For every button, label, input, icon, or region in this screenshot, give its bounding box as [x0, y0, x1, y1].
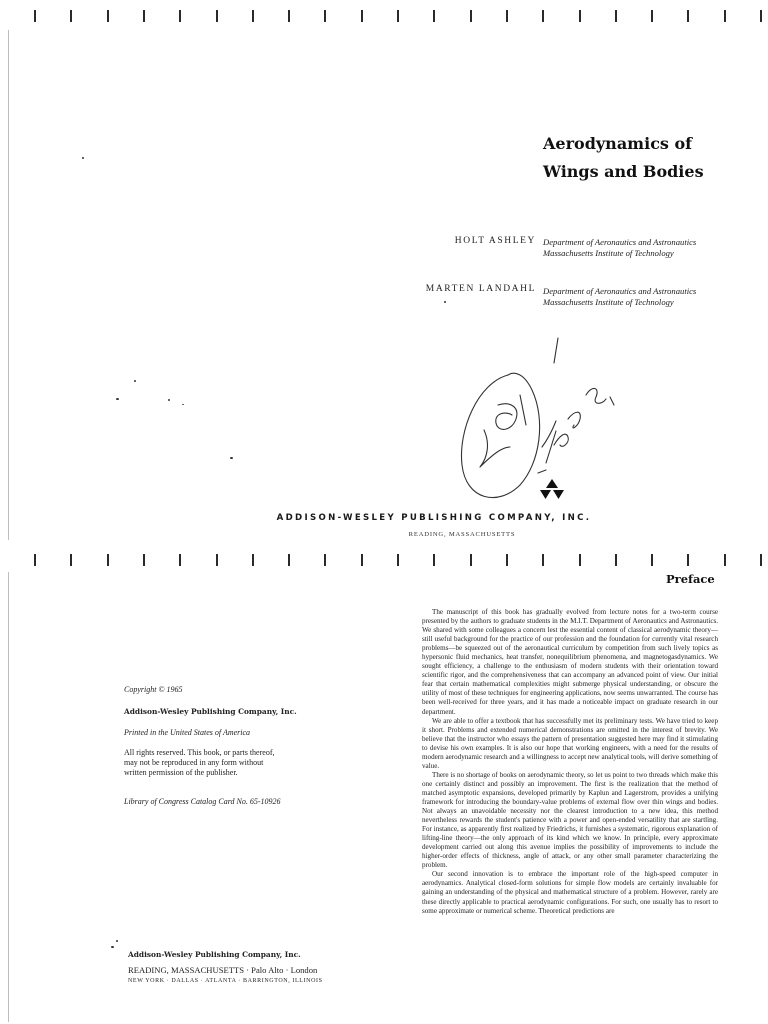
registration-tick: [216, 10, 218, 22]
printed-notice: Printed in the United States of America: [124, 728, 251, 737]
copyright-line: Copyright © 1965: [124, 685, 183, 694]
footer-address: READING, MASSACHUSETTS · Palo Alto · London: [128, 965, 318, 975]
registration-tick: [107, 554, 109, 566]
paper-speck: [116, 398, 119, 400]
registration-tick: [288, 10, 290, 22]
catalog-card-number: Library of Congress Catalog Card No. 65-10926: [124, 797, 281, 806]
title-line-2: Wings and Bodies: [543, 162, 704, 181]
book-title: [543, 130, 753, 186]
paper-speck: [444, 301, 446, 303]
registration-tick: [324, 554, 326, 566]
registration-tick: [252, 10, 254, 22]
registration-tick: [179, 10, 181, 22]
preface-paragraph: Our second innovation is to embrace the important role of the high-speed computer in aerodynamics. Analytical closed-form solutions for simple flow models are certainly invaluable for gaining an understanding of the physical and mathematical structure of a problem. However, rarely are these directly applicable to practical aerodynamic configurations. For such, one usually has to resort to some approximate or numerical scheme. Theoretical predictions are: [422, 870, 718, 915]
affiliation-line: Department of Aeronautics and Astronautics: [543, 237, 697, 247]
paper-speck: [182, 404, 184, 405]
affiliation-line: Department of Aeronautics and Astronautics: [543, 286, 697, 296]
registration-tick: [651, 554, 653, 566]
registration-tick: [506, 10, 508, 22]
page-edge-rule: [8, 30, 9, 540]
registration-tick: [397, 10, 399, 22]
registration-tick: [143, 10, 145, 22]
registration-marks-top: [0, 6, 768, 28]
affiliation-line: Massachusetts Institute of Technology: [543, 297, 674, 307]
rights-line: may not be reproduced in any form without: [124, 758, 264, 767]
registration-tick: [324, 10, 326, 22]
paper-speck: [111, 946, 114, 948]
registration-tick: [361, 554, 363, 566]
preface-paragraph: We are able to offer a textbook that has successfully met its preliminary tests. We have tried to keep it short. Problems and extended numerical demonstrations are omitted in the interest of brevity. We believe that the instructor who essays the pattern of presentation suggested here may find it stimulating to devise his own examples. It is also our hope that working engineers, with a need for the results of modern aerodynamic research and a willingness to accept new analytical tools, will derive something of value.: [422, 716, 718, 770]
registration-tick: [216, 554, 218, 566]
registration-tick: [579, 554, 581, 566]
preface-body: [422, 608, 718, 916]
registration-tick: [760, 10, 762, 22]
registration-tick: [397, 554, 399, 566]
registration-tick: [724, 554, 726, 566]
copyright-company: Addison-Wesley Publishing Company, Inc.: [124, 707, 297, 716]
title-line-1: Aerodynamics of: [543, 134, 693, 153]
registration-tick: [34, 554, 36, 566]
registration-tick: [252, 554, 254, 566]
registration-tick: [361, 10, 363, 22]
page-edge-rule: [8, 572, 9, 1022]
registration-tick: [542, 554, 544, 566]
preface-heading: Preface: [666, 572, 715, 586]
registration-tick: [70, 554, 72, 566]
rights-line: written permission of the publisher.: [124, 768, 238, 777]
preface-paragraph: The manuscript of this book has gradually evolved from lecture notes for a two-term course presented by the authors to graduate students in the M.I.T. Department of Aeronautics and Astronautics. We shared with some colleagues a concern lest the essential content of classical aerodynamic theory—still useful background for the practice of our profession and the foundation for currently vital research problems—be squeezed out of the aeronautical curriculum by competition from such lively topics as hypersonic fluid mechanics, heat transfer, nonequilibrium phenomena, and magnetogasdynamics. We sought efficiency, a challenge to the enthusiasm of modern students with their orientation toward scientific rigor, and the comprehensiveness that can accompany an advanced point of view. Our initial fear that certain mathematical complexities might submerge physical understanding, or obscure the utility of most of these techniques for engineering applications, now seems unwarranted. The course has been well-received for three years, and it has made a noticeable impact on graduate research in our department.: [422, 608, 718, 716]
registration-tick: [651, 10, 653, 22]
rights-notice: [124, 748, 364, 778]
registration-marks-bottom: [0, 550, 768, 572]
registration-tick: [724, 10, 726, 22]
author-name-2: MARTEN LANDAHL: [425, 284, 536, 294]
paper-speck: [82, 157, 84, 159]
author-affiliation-2: [543, 286, 763, 308]
rights-line: All rights reserved. This book, or parts thereof,: [124, 748, 275, 757]
registration-tick: [143, 554, 145, 566]
registration-tick: [179, 554, 181, 566]
publisher-name: ADDISON-WESLEY PUBLISHING COMPANY, INC.: [276, 513, 592, 523]
footer-company: Addison-Wesley Publishing Company, Inc.: [128, 950, 301, 959]
registration-tick: [107, 10, 109, 22]
publisher-city: READING, MASSACHUSETTS: [408, 531, 516, 538]
footer-cities: NEW YORK · DALLAS · ATLANTA · BARRINGTON, ILLINOIS: [128, 978, 323, 984]
registration-tick: [433, 554, 435, 566]
registration-tick: [687, 10, 689, 22]
registration-tick: [506, 554, 508, 566]
affiliation-line: Massachusetts Institute of Technology: [543, 248, 674, 258]
author-affiliation-1: [543, 237, 763, 259]
paper-speck: [230, 457, 233, 459]
registration-tick: [687, 554, 689, 566]
registration-tick: [615, 554, 617, 566]
registration-tick: [288, 554, 290, 566]
paper-speck: [134, 380, 136, 382]
registration-tick: [70, 10, 72, 22]
registration-tick: [579, 10, 581, 22]
author-name-1: HOLT ASHLEY: [454, 236, 536, 246]
registration-tick: [615, 10, 617, 22]
registration-tick: [433, 10, 435, 22]
publisher-logo: [540, 479, 564, 501]
preface-paragraph: There is no shortage of books on aerodynamic theory, so let us point to two threads which make this one certainly distinct and possibly an improvement. The first is the realization that the method of matched asymptotic expansions, developed primarily by Kaplun and Lagerstrom, provides a unifying framework for introducing the boundary-value problems of external flow over thin wings and bodies. Not always an unavoidable necessity nor the clearest introduction to a new idea, this method nevertheless rewards the student's patience with a power and open-ended versatility that are startling. For instance, as apparently first realized by Friedrichs, it furnishes a systematic, rigorous explanation of lifting-line theory—the only approach of its kind which we know. In principle, every approximate development carried out along this avenue implies the possibility of improvements to include the higher-order effects of thickness, angle of attack, or any other small parameter characterizing the problem.: [422, 770, 718, 870]
registration-tick: [470, 554, 472, 566]
copyright-preface-page: [0, 548, 768, 1024]
registration-tick: [470, 10, 472, 22]
registration-tick: [542, 10, 544, 22]
registration-tick: [34, 10, 36, 22]
registration-tick: [760, 554, 762, 566]
paper-speck: [116, 940, 118, 942]
paper-speck: [168, 399, 170, 401]
